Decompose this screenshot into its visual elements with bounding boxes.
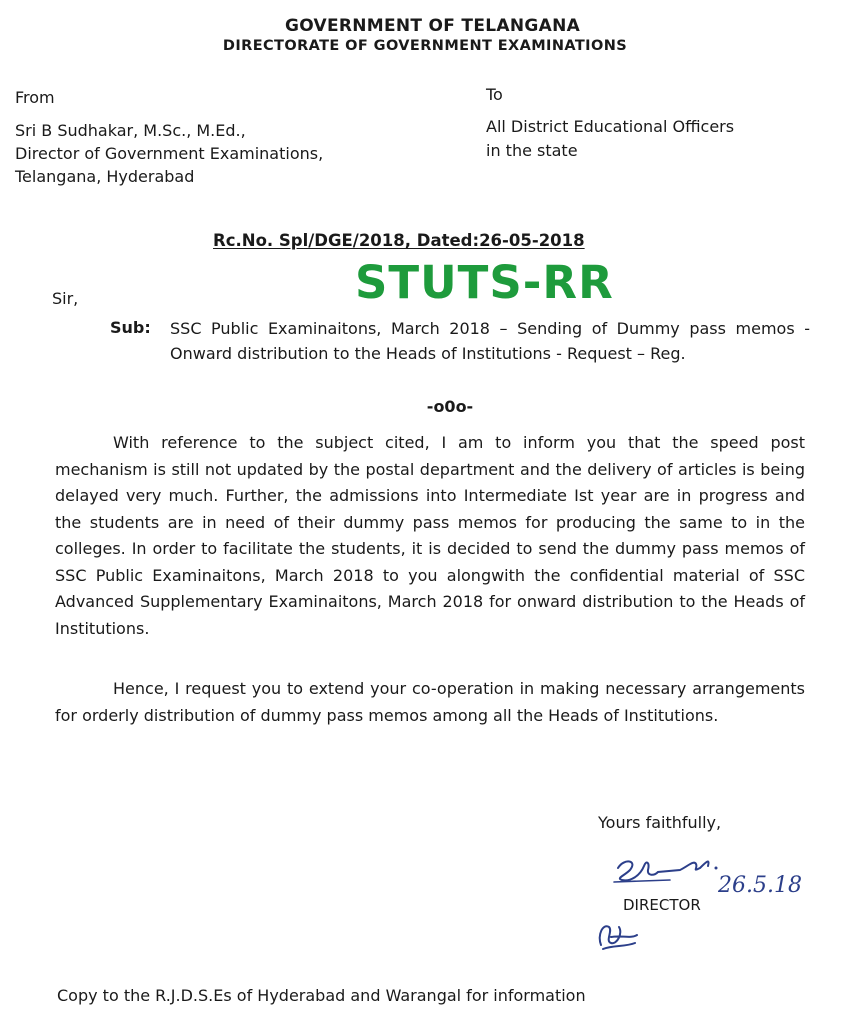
government-title: GOVERNMENT OF TELANGANA [284, 16, 581, 36]
signature-stroke [618, 861, 709, 880]
subject-text: SSC Public Examinaitons, March 2018 – Sending of Dummy pass memos - Onward distribution to the Heads of Institutions - Request – Reg. [170, 319, 810, 363]
initials-mark [593, 915, 643, 955]
body-paragraph-1: With reference to the subject cited, I am to inform you that the speed post mechanism is still not updated by the postal department and the delivery of articles is being delayed very much. Further, the admissions into Intermediate Ist year are in progress and the students are in need of their dummy pass memos for producing the same to in the colleges. In order to facilitate the students, it is decided to send the dummy pass memos of SSC Public Examinaitons, March 2018 to you alongwith the confidential material of SSC Advanced Supplementary Examinaitons, March 2018 for onward distribution to the Heads of Institutions. [55, 433, 805, 638]
reference-number: Rc.No. Spl/DGE/2018, Dated:26-05-2018 [213, 231, 585, 250]
separator: -o0o- [426, 397, 474, 416]
handwritten-date-text: 26.5.18 [718, 873, 802, 898]
subject-label: Sub: [110, 318, 151, 337]
designation: DIRECTOR [623, 896, 701, 914]
watermark-stamp: STUTS-RR [355, 256, 614, 309]
from-label: From [15, 88, 55, 107]
copy-to-note: Copy to the R.J.D.S.Es of Hyderabad and Warangal for information [57, 986, 586, 1005]
to-label: To [486, 85, 503, 104]
handwritten-date [716, 866, 861, 916]
sender-title: Director of Government Examinations, [15, 144, 324, 163]
recipient-line-1: All District Educational Officers [486, 117, 735, 136]
recipient-line-2: in the state [486, 141, 578, 160]
sender-location: Telangana, Hyderabad [15, 167, 195, 186]
body-paragraph-2: Hence, I request you to extend your co-operation in making necessary arrangements for orderly distribution of dummy pass memos among all the Heads of Institutions. [55, 679, 805, 725]
salutation: Sir, [52, 289, 79, 308]
directorate-title: DIRECTORATE OF GOVERNMENT EXAMINATIONS [222, 38, 628, 54]
sender-name: Sri B Sudhakar, M.Sc., M.Ed., [15, 121, 246, 140]
closing: Yours faithfully, [598, 813, 722, 832]
initials-stroke [600, 926, 637, 949]
